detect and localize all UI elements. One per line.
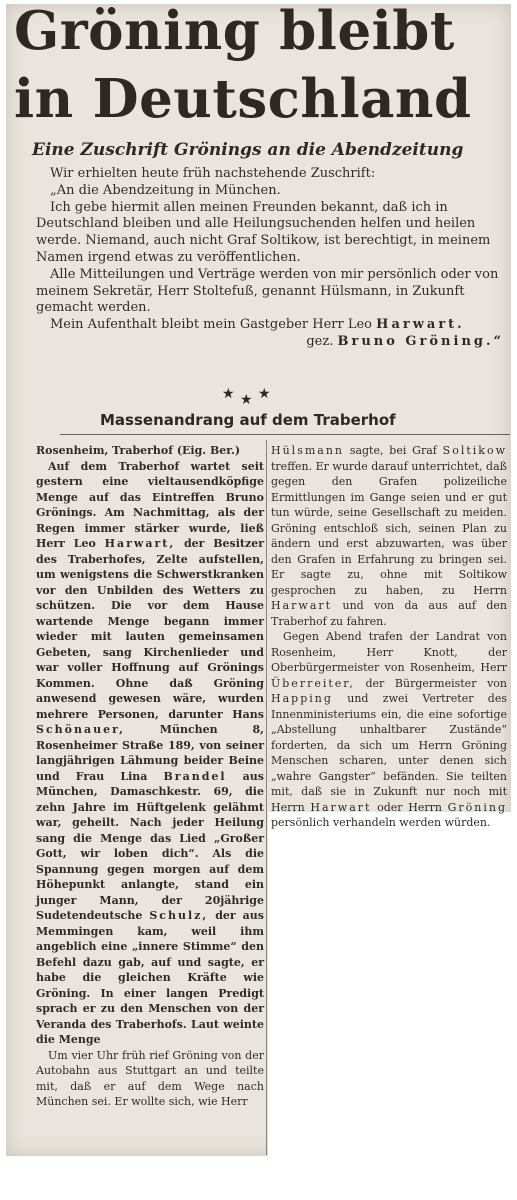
signature-name: Bruno Gröning.“ bbox=[337, 333, 504, 349]
letter-salutation: „An die Abendzeitung in München. bbox=[50, 182, 281, 198]
right-p1-name-1: Hülsmann bbox=[271, 444, 344, 457]
left-p1-text-1: Auf dem Traberhof wartet seit gestern eine vieltausendköpfige Menge auf das Eintreffen Bruno Grönings. Am Nachmittag, als der Regen immer stärker wurde, ließ Herr Leo bbox=[36, 459, 264, 550]
left-p1-name-1: Harwart, bbox=[104, 537, 176, 550]
column-divider bbox=[266, 440, 267, 1155]
signature-prefix: gez. bbox=[306, 333, 334, 349]
right-p2-name-2: Happing bbox=[271, 692, 333, 705]
ornament-stars bbox=[222, 386, 282, 410]
letter-signature bbox=[292, 334, 504, 351]
right-p2-text-2: der Bürgermeister von bbox=[365, 676, 507, 690]
left-p1-text-2: der Besitzer des Traberhofes, Zelte aufstellen, um wenigstens die Schwerstkranken vor den Unbilden des Wetters zu schützen. Die vor dem Hause wartende Menge begann immer wieder mit lauten gemeinsamen Gebeten, sang Kirchenlieder und war voller Hoffnung auf Grönings Kommen. Ohne daß Gröning anwesend gewesen wäre, wurden mehrere Personen, darunter Hans bbox=[36, 537, 264, 721]
right-p2-name-4: Gröning bbox=[447, 800, 508, 814]
section-divider bbox=[60, 434, 510, 435]
right-p2-name-1: Überreiter, bbox=[271, 676, 355, 690]
intro-lead: Wir erhielten heute früh nachstehende Zuschrift: bbox=[50, 166, 376, 181]
right-p2-text-1: Gegen Abend trafen der Landrat von Rosenheim, Herr Knott, der Oberbürgermeister von Rosenheim, Herr bbox=[271, 630, 507, 674]
letter-text bbox=[36, 166, 504, 351]
right-p1-name-3: Harwart bbox=[271, 599, 333, 612]
right-p1-text-1: sagte, bei Graf bbox=[349, 444, 437, 457]
star-icon: ★ bbox=[240, 392, 253, 408]
letter-paragraph-1: Ich gebe hiermit allen meinen Freunden bekannt, daß ich in Deutschland bleiben und alle Heilungsuchenden helfen und heilen werde. Niemand, auch nicht Graf Soltikow, ist berechtigt, in meinem Namen irgend etwas zu veröffentlichen. bbox=[36, 199, 491, 265]
left-p1-name-2: Schönauer, bbox=[36, 723, 125, 736]
right-p2-name-3: Harwart bbox=[310, 800, 372, 814]
section-title: Massenandrang auf dem Traberhof bbox=[100, 411, 396, 429]
left-p1-text-3: München 8, Rosenheimer Straße 189, von seiner langjährigen Lähmung beider Beine und Frau Lina bbox=[36, 723, 264, 783]
right-p2-text-3: und zwei Vertreter des Innenministeriums ein, die eine sofortige „Abstellung unhaltbarer Zustände“ forderten, da sich um Herrn Gröning Menschen scharen, unter denen sich „wahre Gangster“ befänden. Sie teilten mit, daß sie in Zukunft nur noch mit Herrn bbox=[271, 692, 508, 814]
dateline: Rosenheim, Traberhof (Eig. Ber.) bbox=[36, 444, 241, 457]
left-paragraph-1 bbox=[36, 459, 264, 1048]
right-p2-text-5: persönlich verhandeln werden würden. bbox=[271, 816, 491, 829]
letter-paragraph-2: Alle Mitteilungen und Verträge werden von mir persönlich oder von meinem Sekretär, Herr Stoltefuß, genannt Hülsmann, in Zukunft gemacht werden. bbox=[36, 266, 499, 316]
headline-line-1: Gröning bleibt bbox=[14, 0, 455, 62]
article-column-left bbox=[36, 443, 264, 1110]
right-p1-text-3: und von da aus auf den Traberhof zu fahren. bbox=[271, 599, 507, 628]
left-paragraph-2: Um vier Uhr früh rief Gröning von der Autobahn aus Stuttgart an und teilte mit, daß er auf dem Wege nach München sei. Er wollte sich, wie Herr bbox=[36, 1048, 264, 1108]
left-p1-text-5: der aus Memmingen kam, weil ihm angeblich eine „innere Stimme“ den Befehl dazu gab, auf und sagte, er habe die gleichen Kräfte wie Gröning. In einer langen Predigt sprach er zu den Menschen von der Veranda des Traberhofs. Laut weinte die Menge bbox=[36, 909, 264, 1046]
star-icon: ★ bbox=[258, 386, 271, 402]
right-paragraph-1 bbox=[271, 443, 507, 629]
left-p1-text-4: aus München, Damaschkestr. 69, die zehn Jahre im Hüftgelenk gelähmt war, geheilt. Nach jeder Heilung sang die Menge das Lied „Großer Gott, wir loben dich“. Als die Spannung gegen morgen auf dem Höhepunkt anlangte, stand ein junger Mann, der 20jährige Sudetendeutsche bbox=[36, 769, 264, 922]
blank-area bbox=[268, 812, 517, 1200]
right-p1-text-2: treffen. Er wurde darauf unterrichtet, daß gegen den Grafen polizeiliche Ermittlungen im Gange seien und er gut tun würde, seine Gesellschaft zu meiden. Gröning entschloß sich, seinen Plan zu ändern und erst abzuwarten, was über den Grafen in Erfahrung zu bringen sei. Er sagte zu, ohne mit Soltikow gesprochen zu haben, zu Herrn bbox=[271, 459, 507, 597]
right-p1-name-2: Soltikow bbox=[442, 444, 507, 457]
right-paragraph-2 bbox=[271, 629, 507, 831]
article-column-right bbox=[271, 443, 507, 831]
letter-paragraph-3 bbox=[36, 317, 504, 349]
subheadline: Eine Zuschrift Grönings an die Abendzeitung bbox=[32, 140, 464, 160]
letter-paragraph-3-text: Mein Aufenthalt bleibt mein Gastgeber Herr Leo bbox=[50, 317, 373, 333]
headline-line-2: in Deutschland bbox=[14, 68, 472, 130]
star-icon: ★ bbox=[222, 386, 235, 402]
left-p1-name-3: Brandel bbox=[163, 769, 227, 783]
letter-name-harwart: Harwart. bbox=[376, 317, 465, 333]
left-p1-name-4: Schulz, bbox=[149, 909, 209, 922]
right-p2-text-4: oder Herrn bbox=[377, 800, 442, 814]
